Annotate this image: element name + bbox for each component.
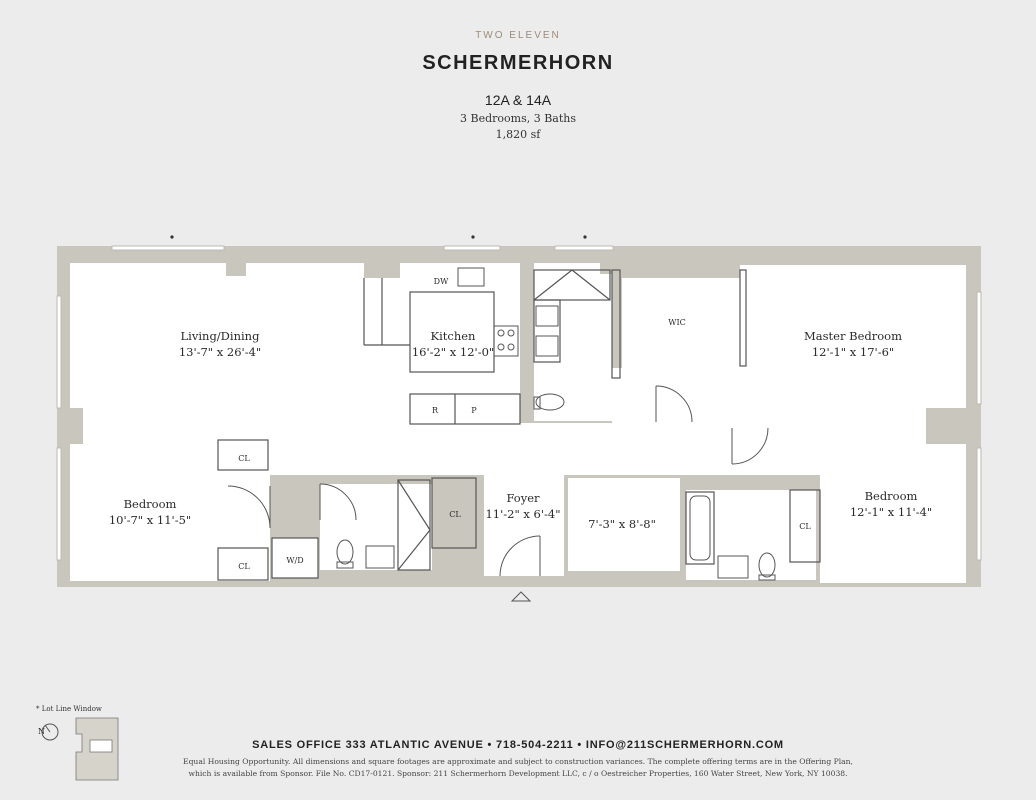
unit-bed-bath: 3 Bedrooms, 3 Baths (460, 112, 576, 125)
closet-label: CL (799, 522, 811, 531)
north-arrow-icon (38, 724, 58, 740)
disclaimer-line-2: which is available from Sponsor. File No. CD17-0121. Sponsor: 211 Schermerhorn Development LLC, c / o Oestreicher Properties, 160 Water Street, New York, NY 10038. (188, 769, 848, 778)
lot-line-legend: * Lot Line Window (36, 705, 102, 713)
den-dims: 7'-3" x 8'-8" (588, 517, 656, 531)
entry-marker (512, 592, 530, 601)
bedroom-left-dims: 10'-7" x 11'-5" (108, 513, 192, 527)
washer-dryer-label: W/D (286, 556, 304, 565)
refrigerator-label: R (431, 406, 439, 415)
bedroom-right-dims: 12'-1" x 11'-4" (849, 505, 933, 519)
bedroom-left-name: Bedroom (123, 497, 177, 511)
brand-subtitle: TWO ELEVEN (475, 30, 561, 41)
master-bedroom-dims: 12'-1" x 17'-6" (811, 345, 895, 359)
foyer-dims: 11'-2" x 6'-4" (485, 507, 561, 521)
closet-label: CL (238, 562, 250, 571)
unit-area: 1,820 sf (495, 128, 541, 141)
unit-name: 12A & 14A (484, 92, 552, 108)
closet-label: CL (238, 454, 250, 463)
master-bedroom-name: Master Bedroom (804, 329, 902, 343)
lot-line-markers (170, 235, 586, 238)
living-room-name: Living/Dining (180, 329, 260, 343)
dishwasher-label: DW (433, 277, 449, 286)
pantry-label: P (471, 406, 477, 415)
kitchen-dims: 16'-2" x 12'-0" (411, 345, 495, 359)
north-label: N (38, 727, 45, 736)
disclaimer-line-1: Equal Housing Opportunity. All dimensions and square footages are approximate and subject to construction variances. The complete offering terms are in the Offering Plan, (183, 757, 853, 766)
foyer-name: Foyer (506, 491, 540, 505)
bedroom-right-name: Bedroom (864, 489, 918, 503)
walk-in-closet-label: WIC (668, 318, 686, 327)
closet-label: CL (449, 510, 461, 519)
kitchen-name: Kitchen (430, 329, 476, 343)
living-room-dims: 13'-7" x 26'-4" (178, 345, 262, 359)
exterior-walls (57, 246, 981, 587)
brand-title: SCHERMERHORN (422, 52, 614, 74)
sales-contact: SALES OFFICE 333 ATLANTIC AVENUE • 718-504-2211 • INFO@211SCHERMERHORN.COM (252, 739, 784, 751)
